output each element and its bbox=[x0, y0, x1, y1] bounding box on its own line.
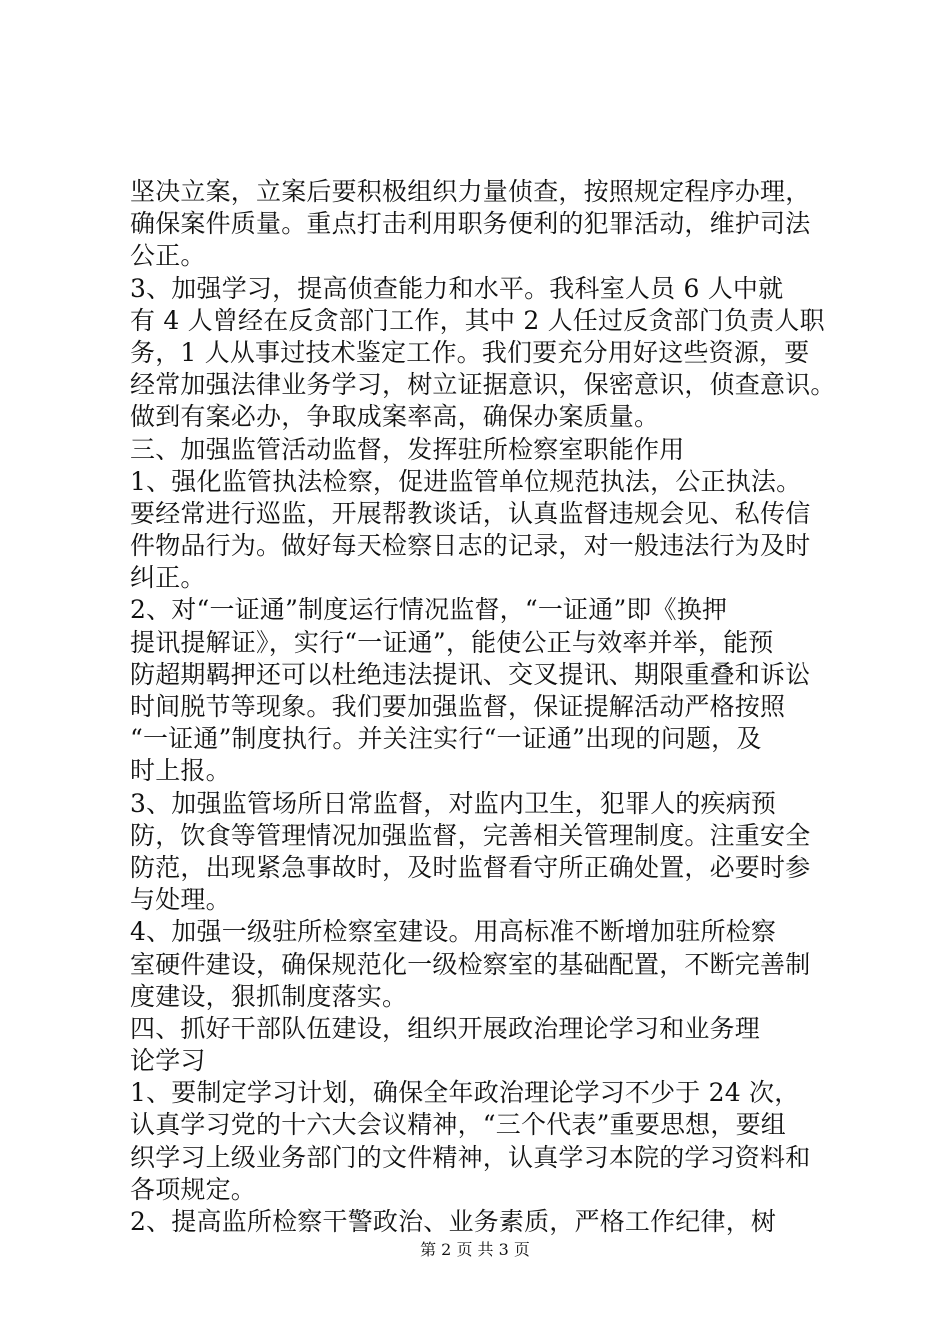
page-number-footer: 第 2 页 共 3 页 bbox=[420, 1240, 530, 1259]
text-line: 3、加强监管场所日常监督，对监内卫生，犯罪人的疾病预 bbox=[130, 788, 777, 818]
text-line: 务，1 人从事过技术鉴定工作。我们要充分用好这些资源，要 bbox=[130, 337, 810, 367]
text-line: 防超期羁押还可以杜绝违法提讯、交叉提讯、期限重叠和诉讼 bbox=[130, 659, 811, 689]
text-line: 与处理。 bbox=[130, 885, 231, 915]
text-line: 度建设，狠抓制度落实。 bbox=[130, 981, 408, 1011]
text-line: 坚决立案，立案后要积极组织力量侦查，按照规定程序办理， bbox=[130, 177, 811, 206]
text-line: 时间脱节等现象。我们要加强监督，保证提解活动严格按照 bbox=[130, 692, 786, 721]
text-line: 室硬件建设，确保规范化一级检察室的基础配置，不断完善制 bbox=[130, 949, 811, 979]
text-line: 防，饮食等管理情况加强监督，完善相关管理制度。注重安全 bbox=[130, 820, 811, 850]
text-line: 4、加强一级驻所检察室建设。用高标准不断增加驻所检察 bbox=[130, 917, 777, 947]
text-line: 纠正。 bbox=[130, 563, 206, 593]
text-line: 2、对“一证通”制度运行情况监督，“一证通”即《换押 bbox=[130, 595, 728, 625]
text-line: 做到有案必办，争取成案率高，确保办案质量。 bbox=[130, 402, 660, 432]
document-body bbox=[130, 176, 836, 1238]
text-line: 认真学习党的十六大会议精神，“三个代表”重要思想，要组 bbox=[130, 1110, 786, 1140]
text-line: 3、加强学习，提高侦查能力和水平。我科室人员 6 人中就 bbox=[130, 273, 784, 303]
text-line: 时上报。 bbox=[130, 756, 231, 786]
text-line: “一证通”制度执行。并关注实行“一证通”出现的问题，及 bbox=[130, 724, 762, 754]
section-heading: 三、加强监管活动监督，发挥驻所检察室职能作用 bbox=[130, 434, 685, 464]
text-line: 1、要制定学习计划，确保全年政治理论学习不少于 24 次， bbox=[130, 1078, 800, 1108]
text-line: 提讯提解证》，实行“一证通”，能使公正与效率并举，能预 bbox=[130, 627, 774, 657]
text-line: 1、强化监管执法检察，促进监管单位规范执法，公正执法。 bbox=[130, 466, 802, 496]
text-line: 防范，出现紧急事故时，及时监督看守所正确处置，必要时参 bbox=[130, 852, 811, 882]
text-line: 公正。 bbox=[130, 241, 206, 271]
text-line: 经常加强法律业务学习，树立证据意识，保密意识，侦查意识。 bbox=[130, 370, 836, 400]
text-line: 有 4 人曾经在反贪部门工作，其中 2 人任过反贪部门负责人职 bbox=[130, 305, 825, 335]
text-line: 要经常进行巡监，开展帮教谈话，认真监督违规会见、私传信 bbox=[130, 498, 811, 528]
text-line: 确保案件质量。重点打击利用职务便利的犯罪活动，维护司法 bbox=[130, 209, 811, 239]
text-line: 织学习上级业务部门的文件精神，认真学习本院的学习资料和 bbox=[130, 1142, 811, 1172]
section-heading: 论学习 bbox=[130, 1046, 206, 1076]
section-heading: 四、抓好干部队伍建设，组织开展政治理论学习和业务理 bbox=[130, 1013, 761, 1043]
text-line: 件物品行为。做好每天检察日志的记录，对一般违法行为及时 bbox=[130, 531, 811, 561]
text-line: 各项规定。 bbox=[130, 1174, 257, 1204]
text-line: 2、提高监所检察干警政治、业务素质，严格工作纪律，树 bbox=[130, 1207, 777, 1236]
